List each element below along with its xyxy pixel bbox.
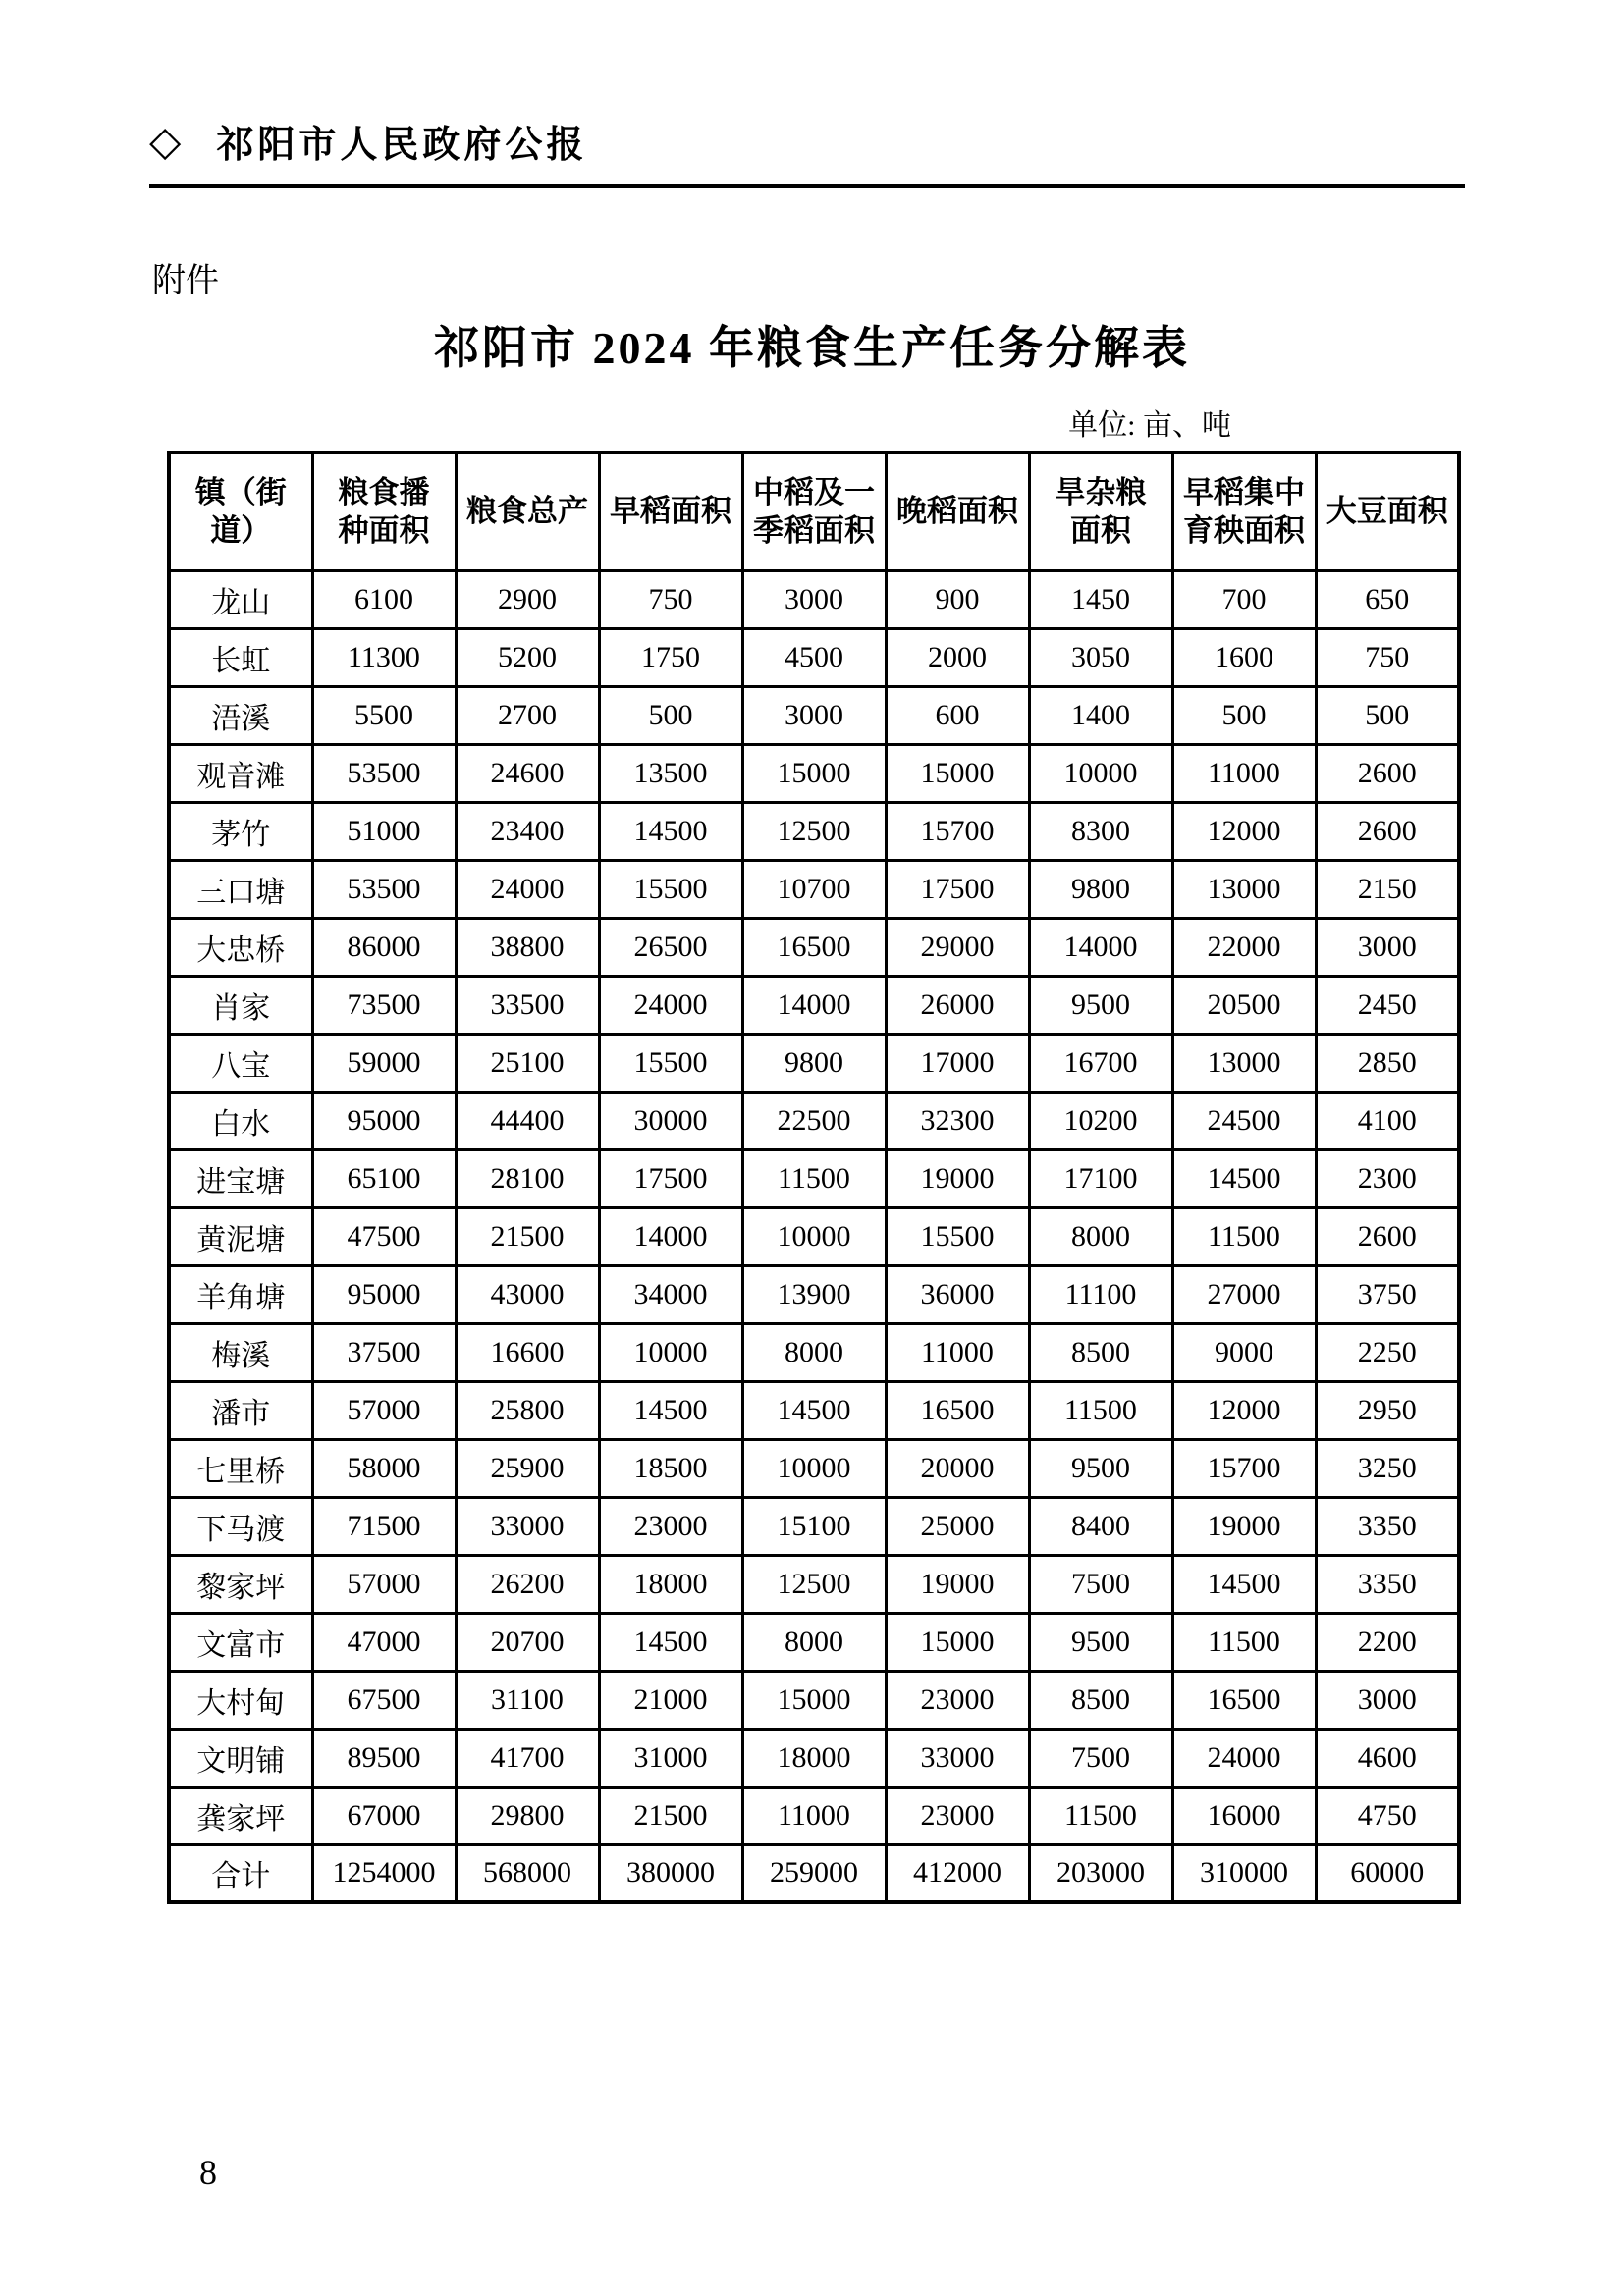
column-header-seedling-area: 早稻集中育秧面积	[1172, 453, 1316, 570]
table-cell: 2300	[1316, 1149, 1459, 1207]
table-cell: 12000	[1172, 802, 1316, 860]
table-cell: 9000	[1172, 1323, 1316, 1381]
unit-note: 单位: 亩、吨	[1068, 409, 1231, 442]
table-cell: 12500	[742, 1555, 886, 1613]
table-cell: 1750	[599, 628, 742, 686]
row-label: 长虹	[169, 628, 312, 686]
table-cell: 500	[599, 686, 742, 744]
table-cell: 2900	[456, 570, 599, 628]
table-cell: 24000	[599, 976, 742, 1034]
table-cell: 14000	[1029, 918, 1172, 976]
table-cell: 6100	[312, 570, 456, 628]
table-cell: 29000	[886, 918, 1029, 976]
row-label: 肖家	[169, 976, 312, 1034]
table-cell: 18000	[742, 1729, 886, 1787]
table-cell: 22500	[742, 1092, 886, 1149]
table-cell: 26200	[456, 1555, 599, 1613]
table-cell: 53500	[312, 860, 456, 918]
table-cell: 2600	[1316, 802, 1459, 860]
table-cell: 13000	[1172, 860, 1316, 918]
table-cell: 3000	[1316, 918, 1459, 976]
table-cell: 18500	[599, 1439, 742, 1497]
table-cell: 11500	[1029, 1787, 1172, 1844]
table-header	[169, 453, 1459, 570]
table-cell: 203000	[1029, 1844, 1172, 1902]
table-cell: 650	[1316, 570, 1459, 628]
table-cell: 11100	[1029, 1265, 1172, 1323]
table-cell: 3000	[742, 570, 886, 628]
table-cell: 259000	[742, 1844, 886, 1902]
table-cell: 14500	[1172, 1555, 1316, 1613]
table-cell: 31000	[599, 1729, 742, 1787]
table-cell: 57000	[312, 1381, 456, 1439]
table-cell: 310000	[1172, 1844, 1316, 1902]
masthead-title: 祁阳市人民政府公报	[216, 125, 588, 166]
table-cell: 8000	[1029, 1207, 1172, 1265]
row-label: 三口塘	[169, 860, 312, 918]
table-cell: 15000	[742, 744, 886, 802]
table-cell: 12000	[1172, 1381, 1316, 1439]
table-cell: 3350	[1316, 1497, 1459, 1555]
table-cell: 33000	[886, 1729, 1029, 1787]
table-cell: 9500	[1029, 976, 1172, 1034]
table-cell: 16700	[1029, 1034, 1172, 1092]
table-cell: 16500	[1172, 1671, 1316, 1729]
table-cell: 14500	[1172, 1149, 1316, 1207]
table-cell: 10700	[742, 860, 886, 918]
table-cell: 20700	[456, 1613, 599, 1671]
row-label: 黎家坪	[169, 1555, 312, 1613]
table-row	[169, 686, 1459, 744]
table-cell: 38800	[456, 918, 599, 976]
table-cell: 13000	[1172, 1034, 1316, 1092]
table-cell: 9500	[1029, 1613, 1172, 1671]
table-cell: 16000	[1172, 1787, 1316, 1844]
table-cell: 750	[599, 570, 742, 628]
table-header-row	[169, 453, 1459, 570]
table-cell: 95000	[312, 1265, 456, 1323]
table-cell: 20500	[1172, 976, 1316, 1034]
column-header-mid-rice: 中稻及一季稻面积	[742, 453, 886, 570]
column-header-total-output: 粮食总产	[456, 453, 599, 570]
table-cell: 20000	[886, 1439, 1029, 1497]
table-cell: 2450	[1316, 976, 1459, 1034]
row-label: 观音滩	[169, 744, 312, 802]
table-cell: 67000	[312, 1787, 456, 1844]
table-cell: 4100	[1316, 1092, 1459, 1149]
table-cell: 15700	[886, 802, 1029, 860]
table-cell: 568000	[456, 1844, 599, 1902]
table-cell: 23000	[599, 1497, 742, 1555]
table-cell: 53500	[312, 744, 456, 802]
table-cell: 3250	[1316, 1439, 1459, 1497]
table-row	[169, 1265, 1459, 1323]
table-cell: 15500	[599, 1034, 742, 1092]
row-label: 大村甸	[169, 1671, 312, 1729]
table-cell: 17000	[886, 1034, 1029, 1092]
table-cell: 2150	[1316, 860, 1459, 918]
table-cell: 8500	[1029, 1323, 1172, 1381]
table-cell: 8000	[742, 1613, 886, 1671]
table-cell: 2700	[456, 686, 599, 744]
table-cell: 1400	[1029, 686, 1172, 744]
table-cell: 33500	[456, 976, 599, 1034]
attachment-label: 附件	[152, 263, 219, 299]
table-cell: 14500	[742, 1381, 886, 1439]
table-cell: 7500	[1029, 1729, 1172, 1787]
table-cell: 14000	[599, 1207, 742, 1265]
table-cell: 2200	[1316, 1613, 1459, 1671]
table-cell: 28100	[456, 1149, 599, 1207]
table-cell: 71500	[312, 1497, 456, 1555]
table-cell: 2000	[886, 628, 1029, 686]
row-label: 合计	[169, 1844, 312, 1902]
row-label: 梅溪	[169, 1323, 312, 1381]
table-row	[169, 1844, 1459, 1902]
table-cell: 14000	[742, 976, 886, 1034]
row-label: 潘市	[169, 1381, 312, 1439]
table-cell: 11500	[742, 1149, 886, 1207]
table-row	[169, 1613, 1459, 1671]
table-cell: 23000	[886, 1787, 1029, 1844]
table-cell: 380000	[599, 1844, 742, 1902]
row-label: 浯溪	[169, 686, 312, 744]
column-header-sown-area: 粮食播种面积	[312, 453, 456, 570]
table-row	[169, 1381, 1459, 1439]
table-cell: 11000	[742, 1787, 886, 1844]
table-cell: 500	[1172, 686, 1316, 744]
table-row	[169, 976, 1459, 1034]
diamond-icon: ◇	[149, 116, 182, 165]
table-cell: 16600	[456, 1323, 599, 1381]
column-header-early-rice: 早稻面积	[599, 453, 742, 570]
table-cell: 2250	[1316, 1323, 1459, 1381]
table-cell: 32300	[886, 1092, 1029, 1149]
table-cell: 700	[1172, 570, 1316, 628]
table-cell: 26000	[886, 976, 1029, 1034]
table-row	[169, 1439, 1459, 1497]
table-cell: 41700	[456, 1729, 599, 1787]
table-cell: 600	[886, 686, 1029, 744]
table-cell: 3750	[1316, 1265, 1459, 1323]
table-row	[169, 802, 1459, 860]
table-cell: 25000	[886, 1497, 1029, 1555]
table-cell: 900	[886, 570, 1029, 628]
table-body	[169, 570, 1459, 1902]
table-cell: 10200	[1029, 1092, 1172, 1149]
row-label: 龚家坪	[169, 1787, 312, 1844]
table-cell: 5200	[456, 628, 599, 686]
table-cell: 25900	[456, 1439, 599, 1497]
table-cell: 31100	[456, 1671, 599, 1729]
table-cell: 17100	[1029, 1149, 1172, 1207]
table-cell: 15000	[886, 744, 1029, 802]
table-cell: 25800	[456, 1381, 599, 1439]
table-cell: 10000	[742, 1439, 886, 1497]
column-header-town: 镇（街道）	[169, 453, 312, 570]
table-cell: 9800	[1029, 860, 1172, 918]
table-cell: 89500	[312, 1729, 456, 1787]
table-cell: 24000	[456, 860, 599, 918]
table-cell: 34000	[599, 1265, 742, 1323]
row-label: 下马渡	[169, 1497, 312, 1555]
table-cell: 29800	[456, 1787, 599, 1844]
table-cell: 36000	[886, 1265, 1029, 1323]
table-cell: 10000	[742, 1207, 886, 1265]
table-cell: 12500	[742, 802, 886, 860]
table-cell: 14500	[599, 1613, 742, 1671]
table-cell: 9500	[1029, 1439, 1172, 1497]
table-row	[169, 860, 1459, 918]
table-cell: 14500	[599, 1381, 742, 1439]
table-cell: 24600	[456, 744, 599, 802]
row-label: 黄泥塘	[169, 1207, 312, 1265]
table-cell: 10000	[1029, 744, 1172, 802]
table-cell: 47500	[312, 1207, 456, 1265]
row-label: 茅竹	[169, 802, 312, 860]
row-label: 大忠桥	[169, 918, 312, 976]
table-cell: 67500	[312, 1671, 456, 1729]
table-cell: 13500	[599, 744, 742, 802]
table-cell: 11500	[1029, 1381, 1172, 1439]
table-cell: 1600	[1172, 628, 1316, 686]
table-cell: 59000	[312, 1034, 456, 1092]
row-label: 文富市	[169, 1613, 312, 1671]
table-cell: 11500	[1172, 1613, 1316, 1671]
table-row	[169, 1092, 1459, 1149]
table-cell: 11300	[312, 628, 456, 686]
table-cell: 3000	[742, 686, 886, 744]
table-row	[169, 1671, 1459, 1729]
table-cell: 24500	[1172, 1092, 1316, 1149]
table-cell: 33000	[456, 1497, 599, 1555]
table-row	[169, 628, 1459, 686]
table-row	[169, 918, 1459, 976]
table-cell: 8000	[742, 1323, 886, 1381]
table-cell: 21500	[599, 1787, 742, 1844]
table-cell: 4600	[1316, 1729, 1459, 1787]
table-cell: 21000	[599, 1671, 742, 1729]
table-row	[169, 744, 1459, 802]
row-label: 白水	[169, 1092, 312, 1149]
table-row	[169, 1034, 1459, 1092]
table-cell: 2600	[1316, 744, 1459, 802]
row-label: 羊角塘	[169, 1265, 312, 1323]
table-cell: 21500	[456, 1207, 599, 1265]
table-cell: 5500	[312, 686, 456, 744]
row-label: 七里桥	[169, 1439, 312, 1497]
table-cell: 3000	[1316, 1671, 1459, 1729]
table-cell: 47000	[312, 1613, 456, 1671]
table-cell: 23400	[456, 802, 599, 860]
table-cell: 30000	[599, 1092, 742, 1149]
table-row	[169, 1787, 1459, 1844]
table-cell: 14500	[599, 802, 742, 860]
table-cell: 25100	[456, 1034, 599, 1092]
table-cell: 95000	[312, 1092, 456, 1149]
table-cell: 11000	[1172, 744, 1316, 802]
table-row	[169, 1729, 1459, 1787]
table-cell: 11500	[1172, 1207, 1316, 1265]
table-cell: 1254000	[312, 1844, 456, 1902]
table-cell: 16500	[742, 918, 886, 976]
document-title: 祁阳市 2024 年粮食生产任务分解表	[434, 323, 1190, 373]
table-cell: 51000	[312, 802, 456, 860]
table-cell: 3350	[1316, 1555, 1459, 1613]
table-cell: 4500	[742, 628, 886, 686]
table-cell: 8300	[1029, 802, 1172, 860]
table-cell: 2950	[1316, 1381, 1459, 1439]
table-cell: 18000	[599, 1555, 742, 1613]
table-cell: 19000	[886, 1555, 1029, 1613]
table-cell: 57000	[312, 1555, 456, 1613]
table-cell: 15700	[1172, 1439, 1316, 1497]
grain-production-table	[167, 451, 1461, 1904]
table-row	[169, 1149, 1459, 1207]
masthead	[149, 114, 1465, 188]
table-cell: 27000	[1172, 1265, 1316, 1323]
table-cell: 15000	[886, 1613, 1029, 1671]
table-cell: 2600	[1316, 1207, 1459, 1265]
table-cell: 60000	[1316, 1844, 1459, 1902]
table-cell: 22000	[1172, 918, 1316, 976]
column-header-soybean: 大豆面积	[1316, 453, 1459, 570]
table-cell: 8400	[1029, 1497, 1172, 1555]
table-cell: 24000	[1172, 1729, 1316, 1787]
table-cell: 19000	[1172, 1497, 1316, 1555]
table-cell: 2850	[1316, 1034, 1459, 1092]
table-cell: 43000	[456, 1265, 599, 1323]
table-row	[169, 1497, 1459, 1555]
table-cell: 15500	[599, 860, 742, 918]
table-cell: 86000	[312, 918, 456, 976]
table-cell: 3050	[1029, 628, 1172, 686]
table-cell: 4750	[1316, 1787, 1459, 1844]
table-cell: 10000	[599, 1323, 742, 1381]
table-cell: 73500	[312, 976, 456, 1034]
table-cell: 11000	[886, 1323, 1029, 1381]
page-number: 8	[199, 2153, 217, 2192]
table-cell: 412000	[886, 1844, 1029, 1902]
table-cell: 9800	[742, 1034, 886, 1092]
table-row	[169, 1207, 1459, 1265]
table-cell: 44400	[456, 1092, 599, 1149]
row-label: 八宝	[169, 1034, 312, 1092]
table-cell: 7500	[1029, 1555, 1172, 1613]
table-cell: 16500	[886, 1381, 1029, 1439]
table-row	[169, 1323, 1459, 1381]
table-cell: 17500	[886, 860, 1029, 918]
table-cell: 1450	[1029, 570, 1172, 628]
table-cell: 58000	[312, 1439, 456, 1497]
table-row	[169, 1555, 1459, 1613]
table-cell: 23000	[886, 1671, 1029, 1729]
row-label: 文明铺	[169, 1729, 312, 1787]
table-cell: 15000	[742, 1671, 886, 1729]
table-cell: 17500	[599, 1149, 742, 1207]
table-row	[169, 570, 1459, 628]
column-header-late-rice: 晚稻面积	[886, 453, 1029, 570]
row-label: 龙山	[169, 570, 312, 628]
table-cell: 13900	[742, 1265, 886, 1323]
table-cell: 37500	[312, 1323, 456, 1381]
table-cell: 500	[1316, 686, 1459, 744]
table-cell: 19000	[886, 1149, 1029, 1207]
table-cell: 15100	[742, 1497, 886, 1555]
table-cell: 65100	[312, 1149, 456, 1207]
table-cell: 750	[1316, 628, 1459, 686]
column-header-dry-grain: 旱杂粮面积	[1029, 453, 1172, 570]
table-cell: 15500	[886, 1207, 1029, 1265]
table-cell: 8500	[1029, 1671, 1172, 1729]
row-label: 进宝塘	[169, 1149, 312, 1207]
table-cell: 26500	[599, 918, 742, 976]
